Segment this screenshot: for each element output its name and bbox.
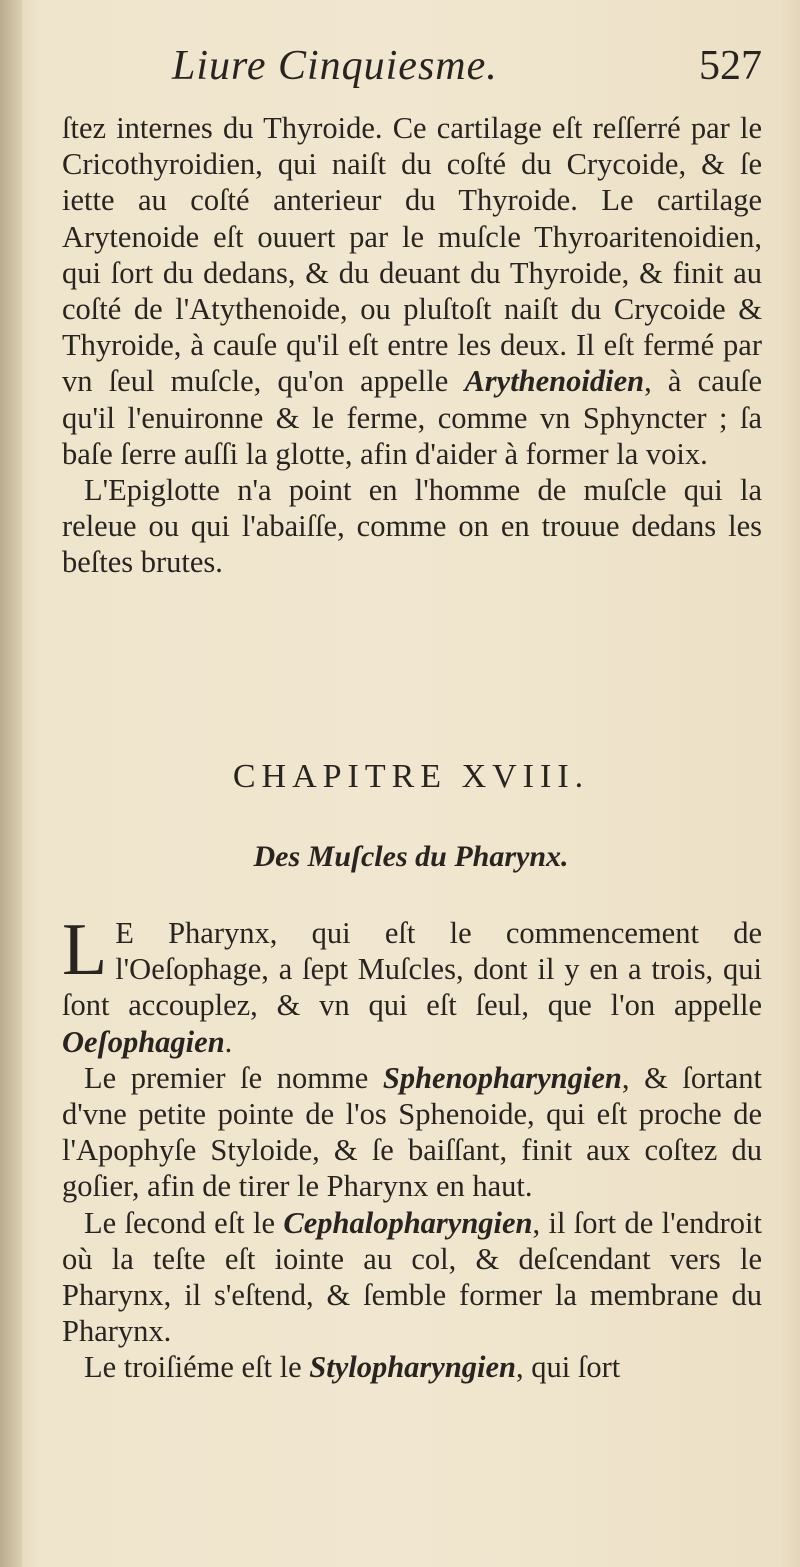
- text-segment: , & ſortant d'vne petite pointe de l'os Sphenoide, qui eſt proche de l'Apophyſe Styloide, & ſe baiſſant, finit aux coſtez du goſier, afin de tirer le Pharynx en haut.: [62, 1060, 763, 1204]
- paragraph-troisieme: [62, 1349, 762, 1385]
- text-segment: Le ſecond eſt le: [84, 1205, 276, 1240]
- italic-term: Stylopharyngien: [309, 1350, 517, 1385]
- paragraph-second: [62, 1205, 762, 1350]
- text-segment: Le troiſiéme eſt le: [84, 1350, 302, 1385]
- italic-term: Arythenoidien: [464, 364, 645, 399]
- lower-text-block: [62, 909, 763, 1386]
- page-number: 527: [699, 43, 762, 89]
- text-segment: , à cauſe qu'il l'enuironne & le ferme, comme vn Sphyncter ; ſa baſe ſerre auſſi la glotte, afin d'aider à former la voix.: [62, 364, 763, 471]
- running-title: Liure Cinquiesme.: [172, 43, 498, 89]
- text-segment: Le premier ſe nomme: [84, 1060, 369, 1095]
- text-segment: .: [224, 1024, 233, 1059]
- upper-text-block: [62, 110, 762, 581]
- italic-term: Oeſophagien: [62, 1024, 225, 1059]
- paragraph-premier: [62, 1060, 762, 1205]
- page-header: [60, 42, 762, 100]
- italic-term: Sphenopharyngien: [382, 1060, 622, 1095]
- italic-term: Cephalopharyngien: [283, 1205, 533, 1240]
- text-segment: , il ſort de l'endroit où la teſte eſt iointe au col, & deſcendant vers le Pharynx, il s'eſtend, & ſemble former la membrane du Pharynx.: [62, 1205, 763, 1349]
- text-segment: E Pharynx, qui eſt le commencement de l'Oeſophage, a ſept Muſcles, dont il y en a trois, qui ſont accouplez, & vn qui eſt ſeul, que l'on appelle: [62, 916, 762, 1023]
- chapter-heading: CHAPITRE XVIII.: [232, 758, 590, 795]
- paragraph-epiglotte: L'Epiglotte n'a point en l'homme de muſcle qui la releue ou qui l'abaiſſe, comme on en trouue dedans les beſtes brutes.: [62, 473, 762, 580]
- drop-cap: L: [62, 909, 108, 991]
- chapter-title: Des Muſcles du Pharynx.: [253, 840, 569, 873]
- text-segment: ſtez internes du Thyroide. Ce cartilage eſt reſſerré par le Cricothyroidien, qui naiſt du coſté du Crycoide, & ſe iette au coſté anterieur du Thyroide. Le cartilage Arytenoide eſt ouuert par le muſcle Thyroaritenoidien, qui ſort du dedans, & du deuant du Thyroide, & finit au coſté de l'Atythenoide, ou pluſtoſt naiſt du Crycoide & Thyroide, à cauſe qu'il eſt entre les deux. Il eſt fermé par vn ſeul muſcle, qu'on appelle: [62, 111, 762, 399]
- text-segment: , qui ſort: [516, 1350, 621, 1385]
- paragraph-pharynx: [62, 909, 762, 1060]
- paragraph-thyroide: [62, 110, 762, 472]
- page-gutter: [0, 0, 22, 1567]
